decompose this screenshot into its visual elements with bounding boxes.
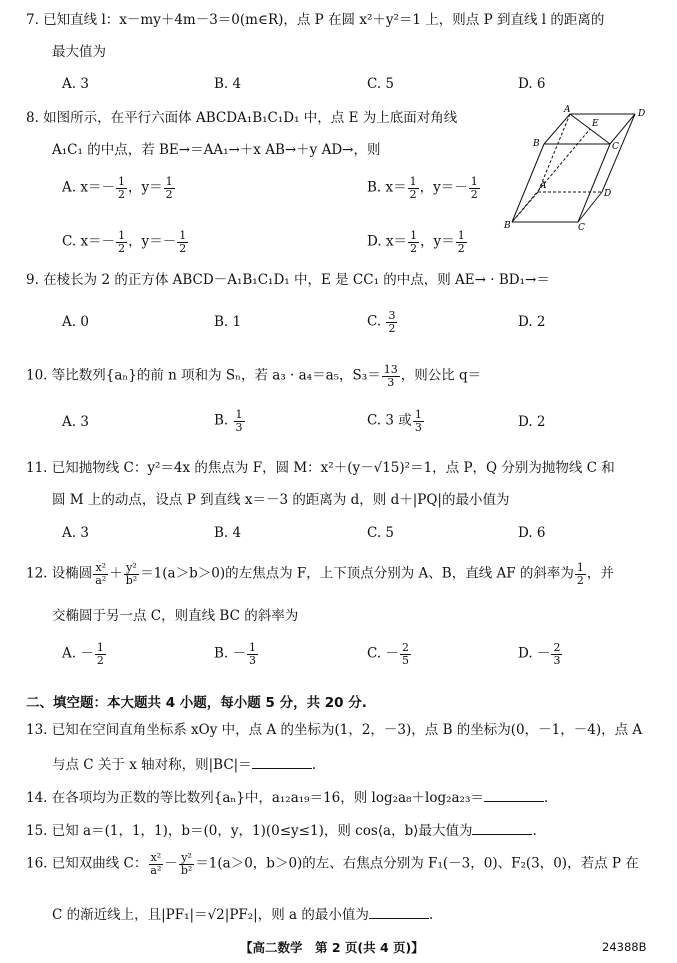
q9-stem: 9. 在棱长为 2 的正方体 ABCD－A₁B₁C₁D₁ 中，E 是 CC₁ 的中点，则 AE→ · BD₁→＝ [26,272,550,288]
q7-option-c: C. 5 [367,76,395,92]
q11-option-c: C. 5 [367,525,395,541]
label-b1: B [533,139,540,149]
label-b: B [504,221,511,231]
q12-stem-line1: 12. 设椭圆 $\frac{\text{x²}}{\text{a²}}$ ＋ $\frac{\text{y²}}{\text{b²}}$ ＝1(a＞b＞0)的左焦点为 F，上下顶点分别为 A、B，直线 AF 的斜率为 $\frac{1}{2}$ ，并 [26,561,614,587]
q13-stem-line1: 13. 已知在空间直角坐标系 xOy 中，点 A 的坐标为(1，2，－3)，点 B 的坐标为(0，－1，－4)，点 A [26,722,643,738]
q8-option-d: D. x＝ $\frac{1}{2}$ ，y＝ $\frac{1}{2}$ [367,229,465,255]
q10-option-b: B. $\frac{1}{3}$ [214,408,243,434]
q11-stem-line1: 11. 已知抛物线 C：y²＝4x 的焦点为 F，圆 M：x²＋(y－√15)²＝1，点 P，Q 分别为抛物线 C 和 [26,460,615,476]
q9-option-b: B. 1 [214,314,242,330]
q12-option-b: B. － $\frac{1}{3}$ [214,641,257,667]
q10-option-c: C. 3 或 $\frac{1}{3}$ [367,408,422,434]
q9-option-c: C. $\frac{3}{2}$ [367,309,396,335]
q11-option-a: A. 3 [62,525,89,541]
q13-answer-blank[interactable] [252,756,312,769]
q15-stem: 15. 已知 a＝(1，1，1)，b＝(0，y，1)(0≤y≤1)，则 cos⟨a，b⟩最大值为 . [26,823,537,839]
q7-stem-line2: 最大值为 [52,44,106,60]
q8-stem-line1: 8. 如图所示，在平行六面体 ABCDA₁B₁C₁D₁ 中，点 E 为上底面对角线 [26,110,458,126]
label-d1: D [638,109,646,119]
q14-stem: 14. 在各项均为正数的等比数列{aₙ}中，a₁₂a₁₉＝16，则 log₂a₈＋log₂a₂₃＝ . [26,790,549,806]
q11-option-d: D. 6 [518,525,546,541]
q10-option-a: A. 3 [62,414,89,430]
label-d: D [604,189,612,199]
label-c1: C [612,142,619,152]
q8-option-b: B. x＝ $\frac{1}{2}$ ，y＝－ $\frac{1}{2}$ [367,175,478,201]
q7-option-a: A. 3 [62,76,89,92]
q16-stem-line2: C 的渐近线上，且|PF₁|＝√2|PF₂|，则 a 的最小值为 . [52,907,434,923]
q7-option-b: B. 4 [214,76,242,92]
q12-option-c: C. － $\frac{2}{5}$ [367,641,409,667]
q11-option-b: B. 4 [214,525,242,541]
label-a1: A [564,105,571,115]
q7-stem-line1: 7. 已知直线 l：x－my＋4m－3＝0(m∈R)，点 P 在圆 x²＋y²＝1 上，则点 P 到直线 l 的距离的 [26,12,605,28]
q12-option-d: D. － $\frac{2}{3}$ [518,641,561,667]
section-heading-fill-in: 二、填空题：本大题共 4 小题，每小题 5 分，共 20 分. [26,695,367,711]
parallelepiped-figure [500,104,658,232]
q9-option-a: A. 0 [62,314,89,330]
q10-stem: 10. 等比数列{aₙ}的前 n 项和为 Sₙ，若 a₃ · a₄＝a₅，S₃＝ $\frac{13}{3}$ ，则公比 q＝ [26,363,482,389]
q14-answer-blank[interactable] [484,789,544,802]
q12-stem-line2: 交椭圆于另一点 C，则直线 BC 的斜率为 [52,608,299,624]
q7-option-d: D. 6 [518,76,546,92]
q10-option-d: D. 2 [518,414,546,430]
label-e: E [592,119,599,129]
label-a: A [540,181,547,191]
page-footer: 【高二数学 第 2 页(共 4 页)】 [240,940,424,955]
q8-option-c: C. x＝－ $\frac{1}{2}$ ，y＝－ $\frac{1}{2}$ [62,229,187,255]
q16-stem-line1: 16. 已知双曲线 C： $\frac{\text{x²}}{\text{a²}}$ － $\frac{\text{y²}}{\text{b²}}$ ＝1(a＞0，b＞0)的左、右焦点分别为 F₁(－3，0)、F₂(3，0)，若点 P 在 [26,851,639,877]
label-c: C [578,223,585,232]
q11-stem-line2: 圆 M 上的动点，设点 P 到直线 x＝－3 的距离为 d，则 d＋|PQ|的最小值为 [52,492,510,508]
q12-option-a: A. － $\frac{1}{2}$ [62,641,104,667]
q13-stem-line2: 与点 C 关于 x 轴对称，则|BC|＝ . [52,757,317,773]
q9-option-d: D. 2 [518,314,546,330]
q15-answer-blank[interactable] [472,822,532,835]
q8-stem-line2: A₁C₁ 的中点，若 BE→＝AA₁→＋x AB→＋y AD→，则 [52,142,381,158]
q16-answer-blank[interactable] [369,906,429,919]
q8-option-a: A. x＝－ $\frac{1}{2}$ ，y＝ $\frac{1}{2}$ [62,175,173,201]
exam-code: 24388B [602,940,647,954]
